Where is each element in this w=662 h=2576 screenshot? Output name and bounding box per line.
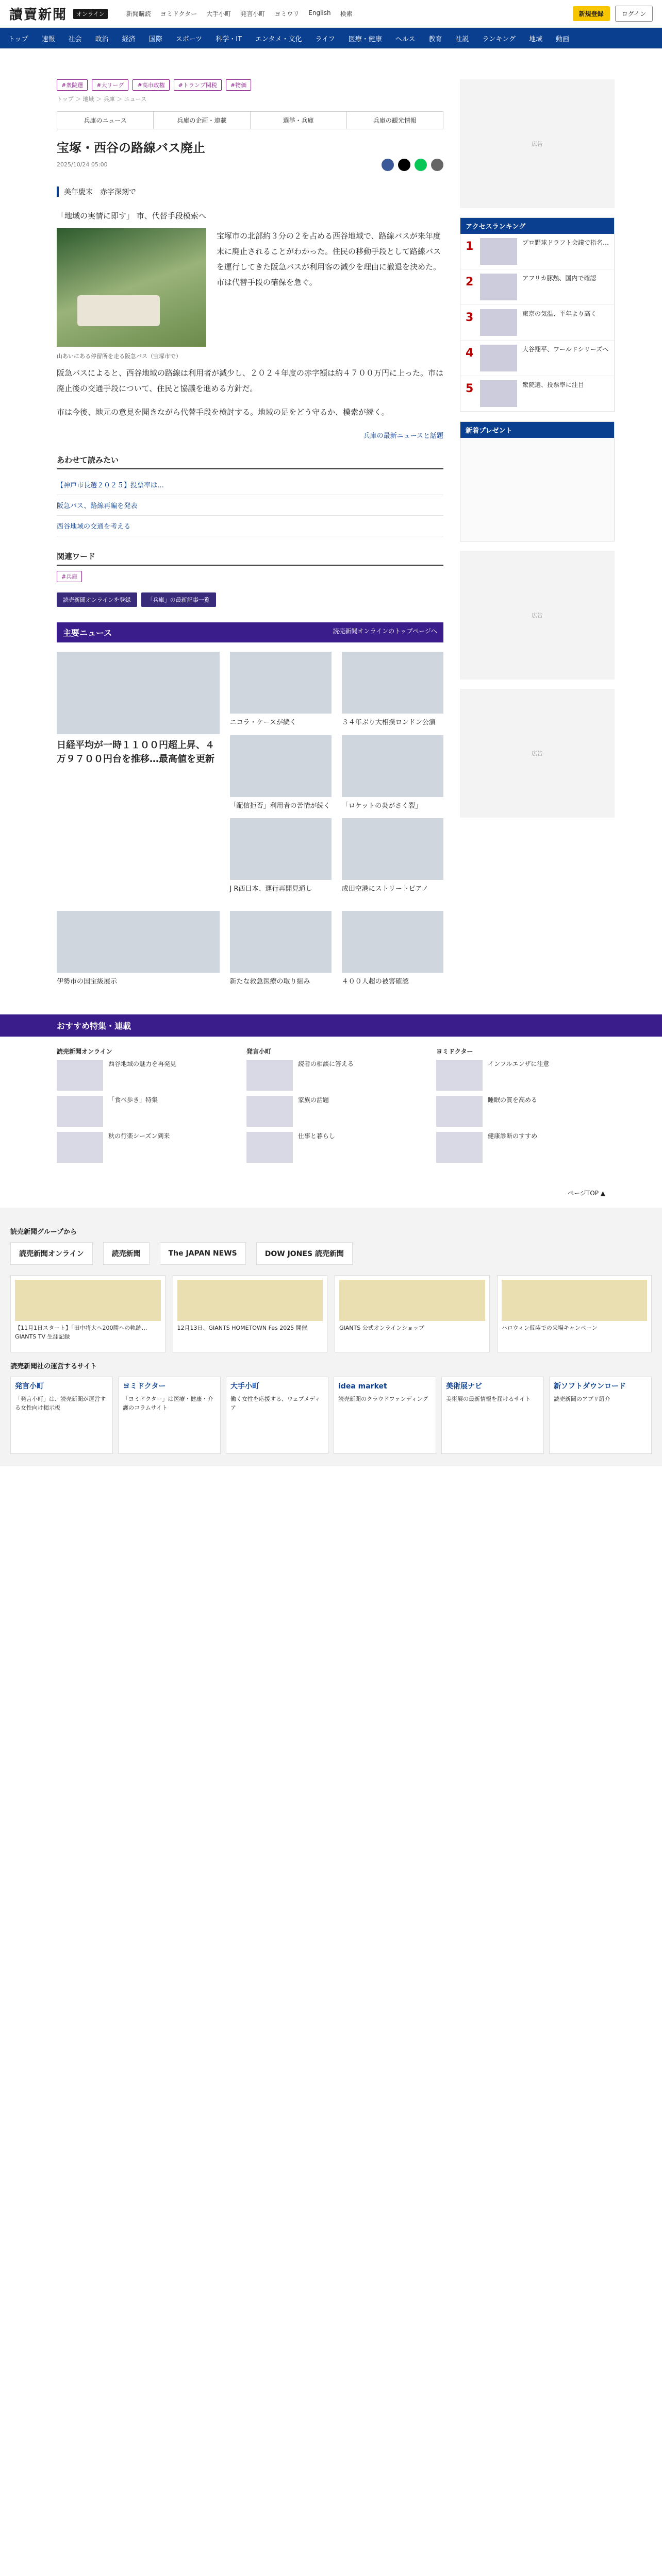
trending-tag[interactable]: #トランプ関税: [174, 79, 222, 91]
rank-thumb: [480, 238, 517, 265]
register-link[interactable]: 読売新聞オンラインを登録: [57, 592, 137, 607]
category-item[interactable]: ライフ: [315, 35, 335, 43]
related-link[interactable]: 西谷地域の交通を考える: [57, 516, 443, 536]
article-column: [57, 79, 443, 994]
article-byline: 美年慶末 赤字深刻で: [57, 187, 443, 197]
ranking-item[interactable]: [460, 305, 614, 341]
brand-logo[interactable]: The JAPAN NEWS: [160, 1242, 246, 1265]
brand-logo[interactable]: DOW JONES 読売新聞: [256, 1242, 353, 1265]
service-card[interactable]: [549, 1377, 652, 1454]
recommend-title: 「食べ歩き」特集: [108, 1096, 158, 1104]
site-logo[interactable]: 讀賣新聞: [9, 7, 68, 23]
tab-election[interactable]: 選挙・兵庫: [251, 112, 347, 129]
news-card[interactable]: [230, 652, 332, 728]
news-thumb: [342, 911, 443, 973]
news-card[interactable]: [230, 911, 332, 987]
hyogo-list-link[interactable]: 「兵庫」の最新記事一覧: [141, 592, 216, 607]
recommend-title: 読者の相談に答える: [298, 1060, 354, 1068]
recommend-thumb: [57, 1096, 103, 1127]
ad-slot[interactable]: 広告: [460, 551, 615, 680]
tab-tourism[interactable]: 兵庫の観光情報: [373, 117, 417, 124]
register-button[interactable]: 新規登録: [573, 6, 610, 21]
recommend-title: インフルエンザに注意: [488, 1060, 550, 1068]
ad-slot[interactable]: 広告: [460, 689, 615, 818]
recommend-thumb: [436, 1096, 483, 1127]
site-logo-sub: オンライン: [73, 9, 108, 19]
article-photo[interactable]: [57, 228, 206, 347]
recommend-column: [57, 1047, 226, 1168]
news-card[interactable]: [230, 735, 332, 811]
mainnews-grid: [57, 652, 443, 902]
news-card[interactable]: [342, 911, 443, 987]
paragraph: 宝塚市の北部約３分の２を占める西谷地域で、路線バスが来年度末に廃止されることがわかった。住民の移動手段として路線バスを運行してきた阪急バスが利用客の減少を理由に撤退を決めた。市は代替手段の確保を急ぐ。: [217, 231, 441, 287]
trending-tag[interactable]: #物価: [226, 79, 251, 91]
recommend-column: [436, 1047, 605, 1168]
nav-yomiuri[interactable]: ヨミウリ: [274, 10, 300, 18]
recommend-item[interactable]: [246, 1132, 416, 1163]
group-banner[interactable]: [10, 1275, 166, 1352]
ranking-item[interactable]: [460, 376, 614, 412]
mainnews-link[interactable]: 読売新聞オンラインのトップページへ: [333, 628, 437, 635]
ranking-item[interactable]: [460, 269, 614, 305]
service-logo: ヨミドクター: [123, 1382, 166, 1391]
category-item[interactable]: 地域: [528, 35, 542, 43]
category-item[interactable]: 社説: [455, 35, 469, 43]
category-item[interactable]: 速報: [41, 35, 55, 43]
rank-number: 1: [466, 240, 474, 253]
ranking-item[interactable]: [460, 341, 614, 376]
article-date: 2025/10/24 05:00: [57, 161, 108, 168]
nav-search[interactable]: 検索: [340, 10, 353, 18]
service-desc: 働く女性を応援する、ウェブメディア: [230, 1396, 321, 1411]
present-content[interactable]: [460, 438, 614, 541]
rank-title: 衆院選、投票率に注目: [522, 381, 585, 388]
recommend-thumb: [57, 1132, 103, 1163]
services-heading: 読売新聞社の運営するサイト: [10, 1363, 97, 1371]
print-icon[interactable]: [431, 159, 443, 171]
recommend-column: [246, 1047, 416, 1168]
banner-image: [15, 1280, 161, 1321]
rank-thumb: [480, 274, 517, 300]
rank-thumb: [480, 345, 517, 371]
service-desc: 読売新聞のクラウドファンディング: [338, 1396, 428, 1403]
recommend-title: 家族の話題: [298, 1096, 329, 1104]
news-title: 成田空港にストリートピアノ: [341, 885, 428, 893]
present-box: [460, 421, 615, 541]
site-header: [0, 0, 662, 28]
recommend-thumb: [57, 1060, 103, 1091]
recommend-item[interactable]: [246, 1060, 416, 1091]
recommend-thumb: [246, 1132, 293, 1163]
banner-row: [10, 1275, 652, 1352]
news-card[interactable]: [57, 911, 220, 987]
recommend-col-heading: 読売新聞オンライン: [57, 1048, 112, 1056]
mainnews-grid-2: [57, 911, 443, 994]
category-item[interactable]: 社会: [68, 35, 82, 43]
category-item[interactable]: エンタメ・文化: [255, 35, 302, 43]
news-title: 「ロケットの炎がさく裂」: [341, 802, 422, 810]
category-item[interactable]: 科学・IT: [216, 35, 242, 43]
action-bar: [57, 592, 443, 607]
news-card[interactable]: [342, 735, 443, 811]
trending-tags: [57, 79, 443, 91]
category-item[interactable]: 医療・健康: [348, 35, 382, 43]
keyword-heading: 関連ワード: [57, 551, 443, 566]
recommend-thumb: [246, 1096, 293, 1127]
banner-image: [339, 1280, 485, 1321]
facebook-icon[interactable]: [382, 159, 394, 171]
x-icon[interactable]: [398, 159, 410, 171]
category-item[interactable]: トップ: [8, 35, 28, 43]
lead-news[interactable]: [57, 652, 220, 894]
rank-title: プロ野球ドラフト会議で指名…: [522, 239, 609, 246]
service-logo: 発言小町: [15, 1382, 44, 1391]
category-item[interactable]: 政治: [95, 35, 109, 43]
recommend-heading: おすすめ特集・連載: [0, 1014, 662, 1037]
ranking-heading: アクセスランキング: [460, 218, 614, 234]
recommend-grid: [0, 1037, 662, 1178]
group-banner[interactable]: [173, 1275, 328, 1352]
news-card[interactable]: [342, 818, 443, 894]
service-card[interactable]: [10, 1377, 113, 1454]
service-desc: 「発言小町」は、読売新聞が運営する女性向け掲示板: [15, 1396, 106, 1411]
footer: [0, 1208, 662, 1466]
ad-slot[interactable]: 広告: [460, 79, 615, 208]
news-thumb: [342, 818, 443, 880]
login-button[interactable]: ログイン: [615, 6, 653, 22]
news-title: 「配信拒否」利用者の苦情が続く: [229, 802, 330, 810]
service-card[interactable]: [226, 1377, 328, 1454]
ranking-box: [460, 217, 615, 412]
bus-image: [77, 295, 160, 326]
news-card[interactable]: [230, 818, 332, 894]
article-subhead: 「地域の実情に即す」 市、代替手段模索へ: [57, 211, 206, 221]
nav-hatsugen[interactable]: 発言小町: [240, 10, 266, 18]
recommend-title: 秋の行楽シーズン到来: [108, 1132, 170, 1140]
category-item[interactable]: ランキング: [482, 35, 516, 43]
brand-logo[interactable]: 読売新聞オンライン: [10, 1242, 93, 1265]
recommend-thumb: [436, 1132, 483, 1163]
related-list: [57, 474, 443, 536]
recommend-title: 健康診断のすすめ: [488, 1132, 538, 1140]
brand-logo[interactable]: 読売新聞: [103, 1242, 150, 1265]
category-item[interactable]: 経済: [122, 35, 136, 43]
nav-subscribe[interactable]: 新聞購読: [126, 10, 151, 18]
news-title: 新たな救急医療の取り組み: [229, 977, 310, 986]
keyword-pill[interactable]: #兵庫: [57, 571, 82, 582]
service-logo: idea market: [338, 1382, 387, 1391]
service-card[interactable]: [441, 1377, 544, 1454]
trending-tag[interactable]: #高市政権: [133, 79, 169, 91]
banner-image: [177, 1280, 323, 1321]
rank-title: アフリカ豚熱、国内で確認: [522, 275, 597, 282]
paragraph: 市は今後、地元の意見を聞きながら代替手段を検討する。地域の足をどう守るか、模索が続く。: [57, 408, 389, 417]
recommend-item[interactable]: [436, 1060, 605, 1091]
banner-image: [502, 1280, 648, 1321]
banner-text: GIANTS 公式オンラインショップ: [339, 1325, 424, 1332]
recommend-col-heading: 発言小町: [246, 1048, 272, 1056]
rank-number: 4: [466, 347, 474, 360]
brand-row: [10, 1242, 652, 1265]
nav-otekomachi[interactable]: 大手小町: [206, 10, 231, 18]
more-link[interactable]: 兵庫の最新ニュースと話題: [363, 432, 443, 440]
share-icons: [57, 159, 443, 171]
news-thumb: [57, 911, 220, 973]
lead-news-title: 日経平均が一時１１００円超上昇、４万９７００円台を推移…最高値を更新: [57, 740, 214, 765]
recommend-title: 仕事と暮らし: [298, 1132, 336, 1140]
recommend-item[interactable]: [57, 1096, 226, 1127]
service-desc: 読売新聞のアプリ紹介: [554, 1396, 610, 1403]
article-title: 宝塚・西谷の路線バス廃止: [57, 140, 205, 155]
article-body: [57, 228, 443, 420]
rank-number: 5: [466, 382, 474, 395]
news-title: 伊勢市の国宝級展示: [57, 977, 118, 986]
rank-title: 大谷翔平、ワールドシリーズへ: [522, 346, 609, 353]
breadcrumb: トップ ＞ 地域 ＞ 兵庫 ＞ ニュース: [57, 96, 147, 103]
news-title: ３４年ぶり大相撲ロンドン公演: [341, 719, 436, 727]
group-heading: 読売新聞グループから: [10, 1228, 77, 1236]
nav-yomidr[interactable]: ヨミドクター: [160, 10, 197, 18]
news-thumb: [230, 735, 332, 797]
service-card[interactable]: [118, 1377, 221, 1454]
service-desc: 美術展の最新情報を届けるサイト: [446, 1396, 531, 1403]
banner-text: ハロウィン仮装での来場キャンペーン: [501, 1325, 598, 1332]
top-nav: [126, 9, 353, 18]
recommend-title: 睡眠の質を高める: [488, 1096, 538, 1104]
service-card[interactable]: [334, 1377, 436, 1454]
category-item[interactable]: ヘルス: [395, 35, 416, 43]
mainnews-header: [57, 622, 443, 642]
category-item[interactable]: スポーツ: [175, 35, 203, 43]
tab-hyogo-news[interactable]: 兵庫のニュース: [57, 112, 154, 129]
mainnews-title: 主要ニュース: [63, 628, 112, 638]
banner-text: 12月13日、GIANTS HOMETOWN Fes 2025 開催: [177, 1325, 307, 1332]
services-row: [10, 1377, 652, 1454]
line-icon[interactable]: [415, 159, 427, 171]
category-item[interactable]: 国際: [148, 35, 162, 43]
rank-thumb: [480, 380, 517, 407]
service-logo: 大手小町: [230, 1382, 259, 1391]
sidebar: [460, 79, 615, 994]
pagetop-link[interactable]: ページTOP ▲: [568, 1190, 605, 1197]
recommend-thumb: [246, 1060, 293, 1091]
present-heading: 新着プレゼント: [460, 422, 614, 438]
tab-hyogo-series[interactable]: 兵庫の企画・連載: [154, 112, 250, 129]
category-item[interactable]: 動画: [556, 35, 570, 43]
photo-caption: 山あいにある停留所を走る阪急バス（宝塚市で）: [57, 353, 181, 360]
ranking-item[interactable]: [460, 234, 614, 269]
news-title: ニコラ・ケースが続く: [229, 719, 296, 727]
service-logo: 美術展ナビ: [446, 1382, 482, 1391]
service-desc: 「ヨミドクター」は医療・健康・介護のコラムサイト: [123, 1396, 213, 1411]
recommend-item[interactable]: [436, 1096, 605, 1127]
banner-text: 【11月1日スタート】「田中将大へ200勝への軌跡…GIANTS TV 生涯記録: [15, 1325, 147, 1340]
news-thumb: [230, 911, 332, 973]
news-thumb: [342, 735, 443, 797]
recommend-title: 西谷地域の魅力を再発見: [108, 1060, 177, 1068]
news-thumb: [342, 652, 443, 714]
related-heading: あわせて読みたい: [57, 454, 443, 469]
related-link[interactable]: 【神戸市長選２０２５】投票率は…: [57, 474, 443, 495]
nav-english[interactable]: English: [308, 9, 331, 16]
region-tabs: [57, 111, 443, 129]
rank-number: 3: [466, 311, 474, 324]
recommend-item[interactable]: [246, 1096, 416, 1127]
news-title: J R西日本、運行再開見通し: [229, 885, 312, 893]
category-item[interactable]: 教育: [428, 35, 442, 43]
recommend-item[interactable]: [57, 1132, 226, 1163]
rank-thumb: [480, 309, 517, 336]
news-thumb: [230, 818, 332, 880]
news-thumb: [57, 652, 220, 734]
news-card[interactable]: [342, 652, 443, 728]
recommend-item[interactable]: [57, 1060, 226, 1091]
related-link[interactable]: 阪急バス、路線再編を発表: [57, 495, 443, 516]
trending-tag[interactable]: #大リーグ: [92, 79, 128, 91]
service-logo: 新ソフトダウンロード: [554, 1382, 626, 1391]
recommend-item[interactable]: [436, 1132, 605, 1163]
group-banner[interactable]: [335, 1275, 490, 1352]
recommend-col-heading: ヨミドクター: [436, 1048, 473, 1056]
rank-title: 東京の気温、平年より高く: [522, 310, 597, 317]
trending-tag[interactable]: #衆院選: [57, 79, 88, 91]
rank-number: 2: [466, 276, 474, 289]
category-nav: [0, 28, 662, 48]
group-banner[interactable]: [497, 1275, 652, 1352]
paragraph: 阪急バスによると、西谷地域の路線は利用者が減少し、２０２４年度の赤字額は約４７００万円に上った。市は廃止後の交通手段について、住民と協議を進める方針だ。: [57, 368, 444, 394]
news-thumb: [230, 652, 332, 714]
news-title: ４００人超の被害確認: [341, 977, 409, 986]
recommend-thumb: [436, 1060, 483, 1091]
